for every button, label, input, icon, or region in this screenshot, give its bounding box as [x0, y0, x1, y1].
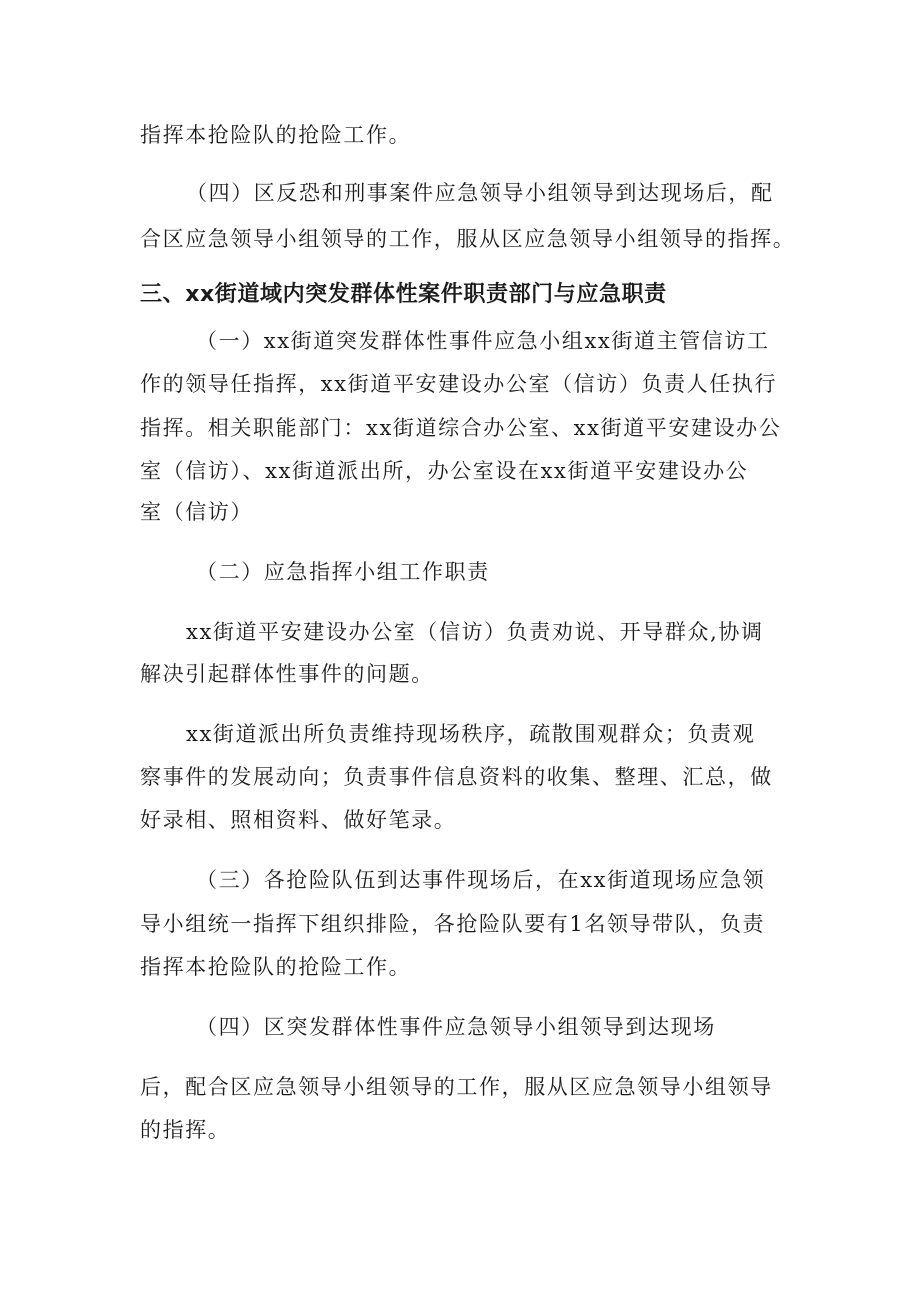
text-line: 解决引起群体性事件的问题。	[140, 662, 434, 686]
text-line: （四）区突发群体性事件应急领导小组领导到达现场	[196, 1015, 716, 1039]
text-line: 作的领导任指挥，xx街道平安建设办公室（信访）负责人任执行	[140, 372, 778, 396]
section-heading: 三、xx街道域内突发群体性案件职责部门与应急职责	[140, 282, 667, 307]
text-line: 好录相、照相资料、做好笔录。	[140, 808, 457, 832]
text-line: 室（信访）、xx街道派出所，办公室设在xx街道平安建设办公	[140, 459, 749, 483]
text-line: （一）xx街道突发群体性事件应急小组xx街道主管信访工	[196, 329, 770, 353]
text-line: 室（信访）	[140, 500, 253, 524]
text-line: （四）区反恐和刑事案件应急领导小组领导到达现场后，配	[186, 181, 774, 205]
text-line: 指挥。相关职能部门：xx街道综合办公室、xx街道平安建设办公	[140, 416, 782, 440]
text-line: xx街道派出所负责维持现场秩序，疏散围观群众；负责观	[186, 722, 756, 746]
text-line: 导小组统一指挥下组织排险，各抢险队要有1名领导带队，负责	[140, 912, 766, 936]
text-line: 察事件的发展动向；负责事件信息资料的收集、整理、汇总，做	[140, 765, 773, 789]
text-line: 的指挥。	[140, 1118, 231, 1142]
text-line: 合区应急领导小组领导的工作，服从区应急领导小组领导的指挥。	[140, 227, 796, 251]
subheading-line: （二）应急指挥小组工作职责	[196, 560, 490, 584]
text-line: 指挥本抢险队的抢险工作。	[140, 123, 412, 147]
text-line: 指挥本抢险队的抢险工作。	[140, 955, 412, 979]
text-line: 后，配合区应急领导小组领导的工作，服从区应急领导小组领导	[140, 1075, 773, 1099]
text-line: （三）各抢险队伍到达事件现场后，在xx街道现场应急领	[196, 868, 766, 892]
text-line: xx街道平安建设办公室（信访）负责劝说、开导群众,协调	[186, 620, 764, 644]
